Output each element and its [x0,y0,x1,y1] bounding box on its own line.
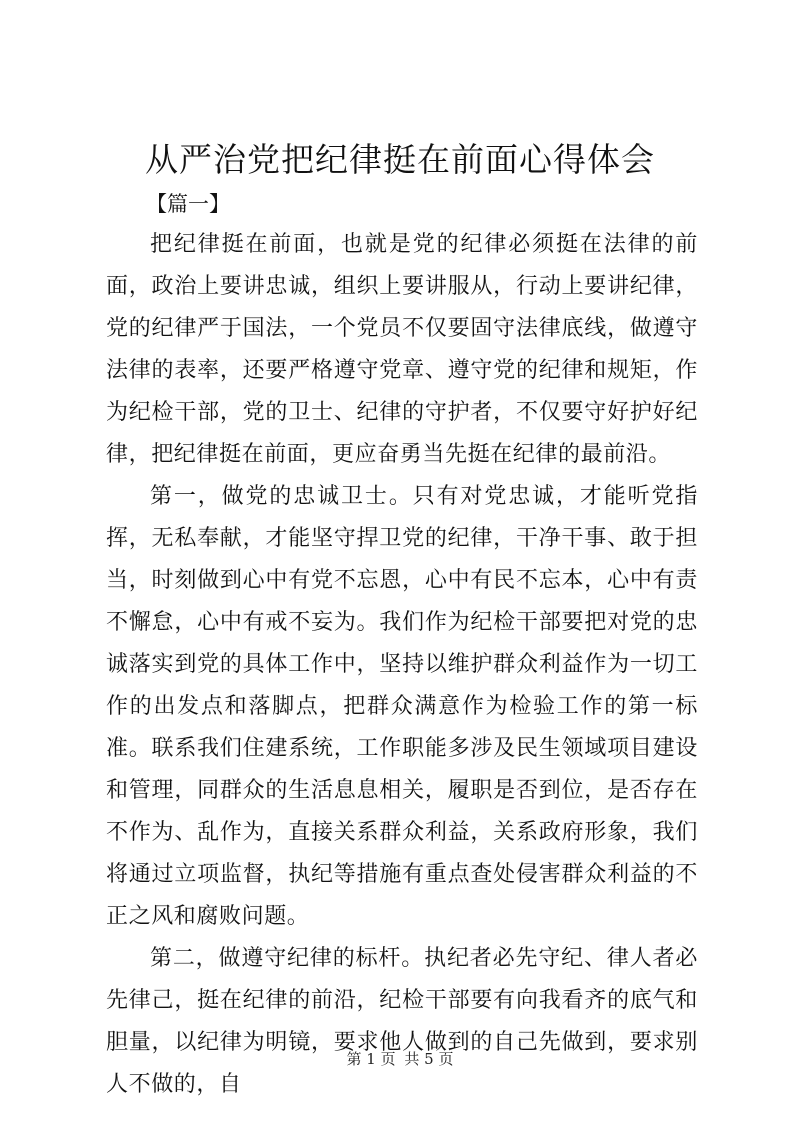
document-body [106,224,698,1106]
page-number: 第 1 页 [346,1050,396,1068]
paragraph-intro: 把纪律挺在前面，也就是党的纪律必须挺在法律的前面，政治上要讲忠诚，组织上要讲服从，行动上要讲纪律，党的纪律严于国法，一个党员不仅要固守法律底线，做遵守法律的表率，还要严格遵守党章、遵守党的纪律和规矩，作为纪检干部，党的卫士、纪律的守护者，不仅要守好护好纪律，把纪律挺在前面，更应奋勇当先挺在纪律的最前沿。 [106,232,698,467]
page-total: 共 5 页 [404,1050,454,1068]
section-label: 【篇一】 [146,192,230,216]
page-footer [0,1049,800,1069]
paragraph-first-point: 第一，做党的忠诚卫士。只有对党忠诚，才能听党指挥，无私奉献，才能坚守捍卫党的纪律，干净干事、敢于担当，时刻做到心中有党不忘恩，心中有民不忘本，心中有责不懈怠，心中有戒不妄为。我们作为纪检干部要把对党的忠诚落实到党的具体工作中，坚持以维护群众利益作为一切工作的出发点和落脚点，把群众满意作为检验工作的第一标准。联系我们住建系统，工作职能多涉及民生领域项目建设和管理，同群众的生活息息相关，履职是否到位，是否存在不作为、乱作为，直接关系群众利益，关系政府形象，我们将通过立项监督，执纪等措施有重点查处侵害群众利益的不正之风和腐败问题。 [106,484,698,929]
paragraph-second-point: 第二，做遵守纪律的标杆。执纪者必先守纪、律人者必先律己，挺在纪律的前沿，纪检干部要有向我看齐的底气和胆量，以纪律为明镜，要求他人做到的自己先做到，要求别人不做的，自 [106,946,698,1097]
page-title: 从严治党把纪律挺在前面心得体会 [145,140,655,179]
